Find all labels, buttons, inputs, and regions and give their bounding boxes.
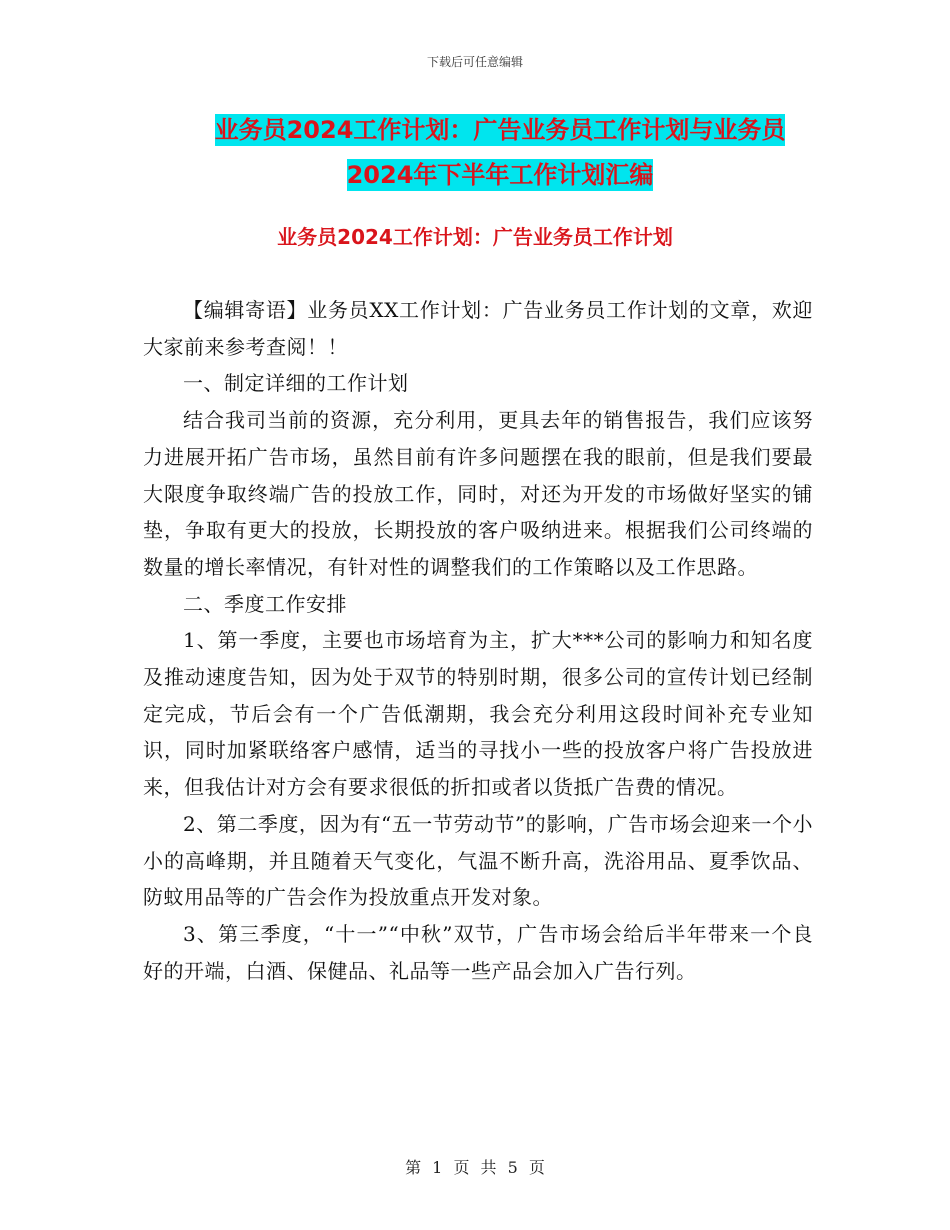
paragraph-editor-note: 【编辑寄语】业务员XX工作计划：广告业务员工作计划的文章，欢迎大家前来参考查阅！！ [143, 298, 813, 359]
header-note: 下载后可任意编辑 [426, 55, 523, 69]
document-title [120, 108, 880, 198]
section-title: 业务员2024工作计划：广告业务员工作计划 [277, 225, 673, 249]
title-line-1: 业务员2024工作计划：广告业务员工作计划与业务员 [214, 116, 786, 144]
page-number: 第 1 页 共 5 页 [405, 1158, 545, 1177]
paragraph-plan: 结合我司当前的资源，充分利用，更具去年的销售报告，我们应该努力进展开拓广告市场，虽然目前有许多问题摆在我的眼前，但是我们要最大限度争取终端广告的投放工作，同时，对还为开发的市场做好坚实的铺垫，争取有更大的投放，长期投放的客户吸纳进来。根据我们公司终端的数量的增长率情况，有针对性的调整我们的工作策略以及工作思路。 [143, 408, 813, 579]
paragraph-q1: 1、第一季度，主要也市场培育为主，扩大***公司的影响力和知名度及推动速度告知，因为处于双节的特别时期，很多公司的宣传计划已经制定完成，节后会有一个广告低潮期，我会充分利用这段时间补充专业知识，同时加紧联络客户感情，适当的寻找小一些的投放客户将广告投放进来，但我估计对方会有要求很低的折扣或者以货抵广告费的情况。 [143, 628, 813, 800]
document-body [143, 292, 813, 989]
title-line-2: 2024年下半年工作计划汇编 [346, 161, 654, 189]
paragraph-q2: 2、第二季度，因为有“五一节劳动节”的影响，广告市场会迎来一个小小的高峰期，并且随着天气变化，气温不断升高，洗浴用品、夏季饮品、防蚊用品等的广告会作为投放重点开发对象。 [143, 811, 813, 910]
heading-plan: 一、制定详细的工作计划 [183, 371, 409, 396]
heading-quarterly: 二、季度工作安排 [183, 591, 347, 616]
paragraph-q3: 3、第三季度，“十一”“中秋”双节，广告市场会给后半年带来一个良好的开端，白酒、保健品、礼品等一些产品会加入广告行列。 [143, 921, 813, 983]
